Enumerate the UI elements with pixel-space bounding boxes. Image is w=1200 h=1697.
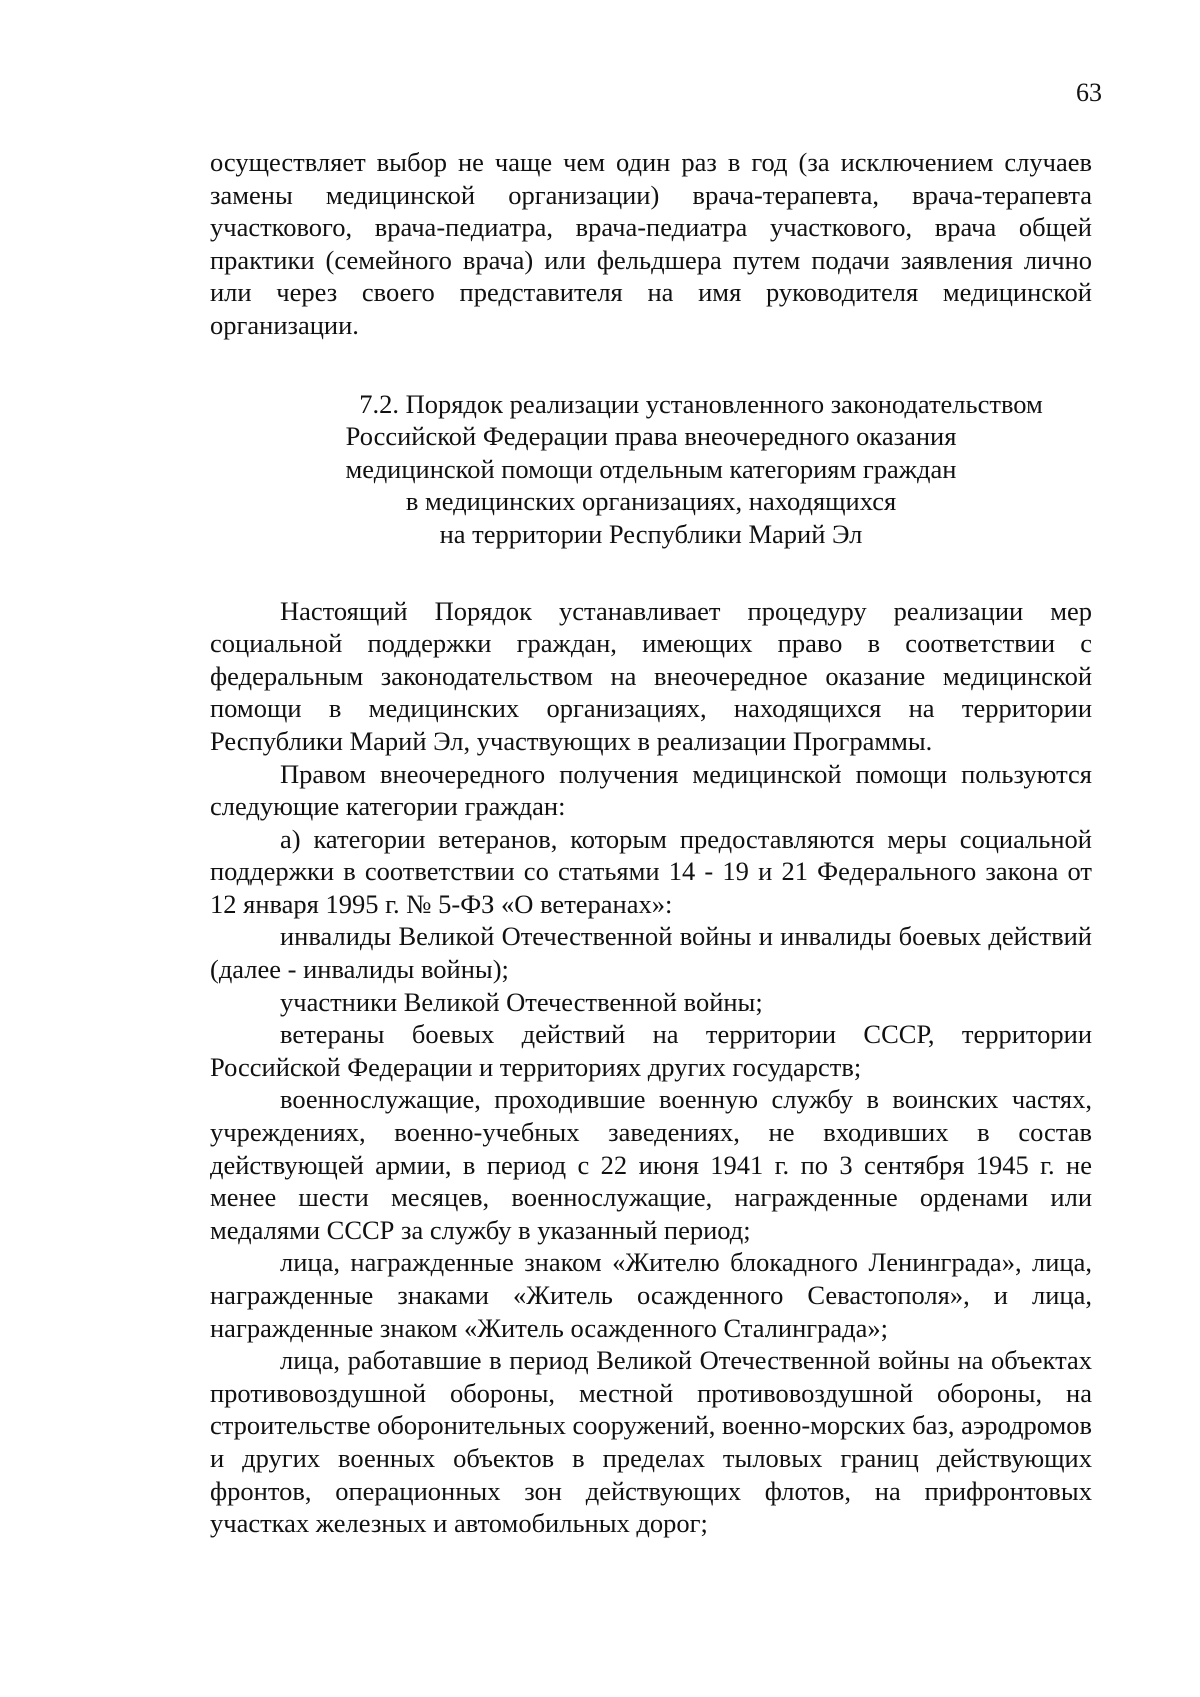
list-item-siege-badge-holders: лица, награжденные знаком «Жителю блокадного Ленинграда», лица, награжденные знаками «Житель осажденного Севастополя», и лица, награжденные знаком «Житель осажденного Сталинграда»; <box>210 1247 1092 1343</box>
section-heading-line: 7.2. Порядок реализации установленного законодательством <box>359 388 1043 419</box>
paragraph-intro-continuation: осуществляет выбор не чаще чем один раз в год (за исключением случаев замены медицинской организации) врача-терапевта, врача-терапевта участкового, врача-педиатра, врача-педиатра участкового, врача общей практики (семейного врача) или фельдшера путем подачи заявления лично или через своего представителя на имя руководителя медицинской организации. <box>210 147 1092 340</box>
list-item-war-invalids: инвалиды Великой Отечественной войны и инвалиды боевых действий (далее - инвалиды войны); <box>210 921 1092 985</box>
paragraph-veteran-categories: а) категории ветеранов, которым предоставляются меры социальной поддержки в соответствии со статьями 14 - 19 и 21 Федерального закона от 12 января 1995 г. № 5-ФЗ «О ветеранах»: <box>210 823 1092 919</box>
paragraph-eligible-categories: Правом внеочередного получения медицинской помощи пользуются следующие категории граждан: <box>210 758 1092 822</box>
list-item-military-servicemen: военнослужащие, проходившие военную службу в воинских частях, учреждениях, военно-учебных заведениях, не входивших в состав действующей армии, в период с 22 июня 1941 г. по 3 сентября 1945 г. не менее шести месяцев, военнослужащие, награжденные орденами или медалями СССР за службу в указанный период; <box>210 1084 1092 1245</box>
section-heading <box>210 388 1092 551</box>
section-heading-line: Российской Федерации права внеочередного оказания <box>345 421 957 452</box>
list-item-combat-veterans: ветераны боевых действий на территории СССР, территории Российской Федерации и территориях других государств; <box>210 1019 1092 1082</box>
list-item-war-participants: участники Великой Отечественной войны; <box>280 986 763 1017</box>
section-heading-line: на территории Республики Марий Эл <box>439 518 863 549</box>
page-number: 63 <box>1076 78 1102 107</box>
section-heading-line: медицинской помощи отдельным категориям граждан <box>345 453 957 484</box>
list-item-defense-workers: лица, работавшие в период Великой Отечественной войны на объектах противовоздушной обороны, местной противовоздушной обороны, на строительстве оборонительных сооружений, военно-морских баз, аэродромов и других военных объектов в пределах тыловых границ действующих фронтов, операционных зон действующих флотов, на прифронтовых участках железных и автомобильных дорог; <box>210 1345 1092 1539</box>
paragraph-procedure-scope: Настоящий Порядок устанавливает процедуру реализации мер социальной поддержки граждан, имеющих право в соответствии с федеральным законодательством на внеочередное оказание медицинской помощи в медицинских организациях, находящихся на территории Республики Марий Эл, участвующих в реализации Программы. <box>210 595 1092 756</box>
document-body <box>210 146 1092 1540</box>
section-heading-line: в медицинских организациях, находящихся <box>405 486 897 517</box>
